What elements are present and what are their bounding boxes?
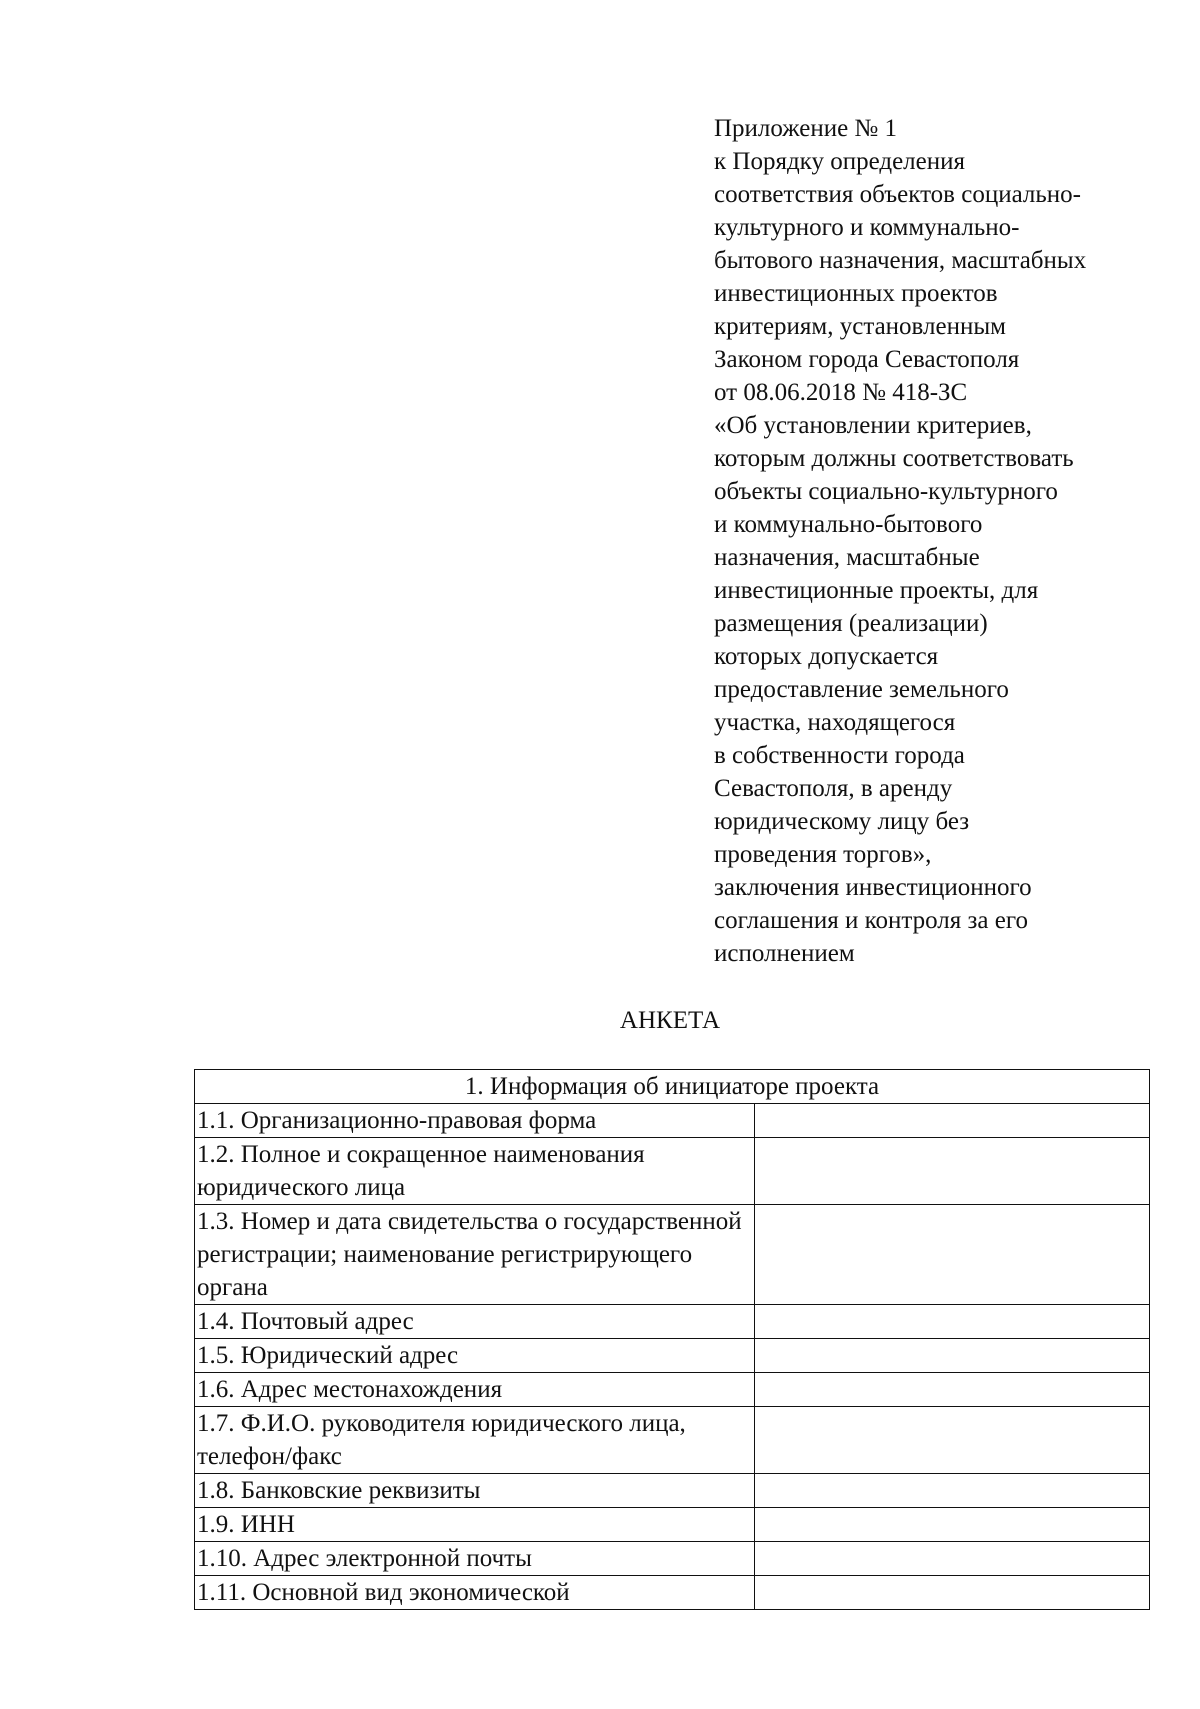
appendix-line: и коммунально-бытового: [714, 511, 983, 538]
row-label: 1.11. Основной вид экономической: [195, 1576, 755, 1610]
row-label: 1.4. Почтовый адрес: [195, 1305, 755, 1339]
appendix-line: исполнением: [714, 940, 855, 967]
table-row: [195, 1474, 1150, 1508]
appendix-line: размещения (реализации): [714, 610, 988, 637]
appendix-line: которых допускается: [714, 643, 939, 670]
appendix-line: юридическому лицу без: [714, 808, 970, 835]
appendix-line: заключения инвестиционного: [714, 874, 1032, 901]
row-label: 1.3. Номер и дата свидетельства о государственной регистрации; наименование регистрирующего органа: [195, 1205, 755, 1305]
appendix-line: инвестиционных проектов: [714, 280, 998, 307]
row-label: 1.8. Банковские реквизиты: [195, 1474, 755, 1508]
table-row: [195, 1138, 1150, 1205]
appendix-header: [714, 112, 1174, 970]
table-row: [195, 1542, 1150, 1576]
table-row: [195, 1508, 1150, 1542]
appendix-line: Севастополя, в аренду: [714, 775, 953, 802]
appendix-line: Законом города Севастополя: [714, 346, 1020, 373]
row-value-cell[interactable]: [754, 1305, 1149, 1339]
table-row: [195, 1407, 1150, 1474]
row-label: 1.7. Ф.И.О. руководителя юридического лица, телефон/факс: [195, 1407, 755, 1474]
appendix-line: к Порядку определения: [714, 148, 966, 175]
table-row: [195, 1205, 1150, 1305]
row-label: 1.5. Юридический адрес: [195, 1339, 755, 1373]
appendix-line: предоставление земельного: [714, 676, 1009, 703]
row-value-cell[interactable]: [754, 1576, 1149, 1610]
appendix-line: критериям, установленным: [714, 313, 1006, 340]
row-value-cell[interactable]: [754, 1205, 1149, 1305]
appendix-line: назначения, масштабные: [714, 544, 980, 571]
table-row: [195, 1305, 1150, 1339]
row-value-cell[interactable]: [754, 1104, 1149, 1138]
appendix-line: соответствия объектов социально-: [714, 181, 1081, 208]
appendix-line: объекты социально-культурного: [714, 478, 1058, 505]
row-label: 1.9. ИНН: [195, 1508, 755, 1542]
row-value-cell[interactable]: [754, 1339, 1149, 1373]
table-row: [195, 1339, 1150, 1373]
row-value-cell[interactable]: [754, 1373, 1149, 1407]
questionnaire-table: [194, 1069, 1150, 1610]
section-heading-row: [195, 1070, 1150, 1104]
row-value-cell[interactable]: [754, 1407, 1149, 1474]
appendix-line: которым должны соответствовать: [714, 445, 1074, 472]
appendix-line: проведения торгов»,: [714, 841, 932, 868]
row-value-cell[interactable]: [754, 1542, 1149, 1576]
appendix-line: участка, находящегося: [714, 709, 956, 736]
table-row: [195, 1373, 1150, 1407]
appendix-line: «Об установлении критериев,: [714, 412, 1032, 439]
appendix-line: бытового назначения, масштабных: [714, 247, 1087, 274]
appendix-line: культурного и коммунально-: [714, 214, 1020, 241]
appendix-line: от 08.06.2018 № 418-ЗС: [714, 379, 968, 406]
row-label: 1.1. Организационно-правовая форма: [195, 1104, 755, 1138]
appendix-line: соглашения и контроля за его: [714, 907, 1028, 934]
appendix-line: в собственности города: [714, 742, 965, 769]
table-row: [195, 1576, 1150, 1610]
row-value-cell[interactable]: [754, 1474, 1149, 1508]
appendix-line: Приложение № 1: [714, 115, 898, 142]
appendix-line: инвестиционные проекты, для: [714, 577, 1039, 604]
row-value-cell[interactable]: [754, 1508, 1149, 1542]
row-label: 1.6. Адрес местонахождения: [195, 1373, 755, 1407]
row-label: 1.2. Полное и сокращенное наименования юридического лица: [195, 1138, 755, 1205]
section-heading: 1. Информация об инициаторе проекта: [195, 1070, 1150, 1104]
table-row: [195, 1104, 1150, 1138]
row-value-cell[interactable]: [754, 1138, 1149, 1205]
row-label: 1.10. Адрес электронной почты: [195, 1542, 755, 1576]
document-title: АНКЕТА: [619, 1007, 721, 1034]
